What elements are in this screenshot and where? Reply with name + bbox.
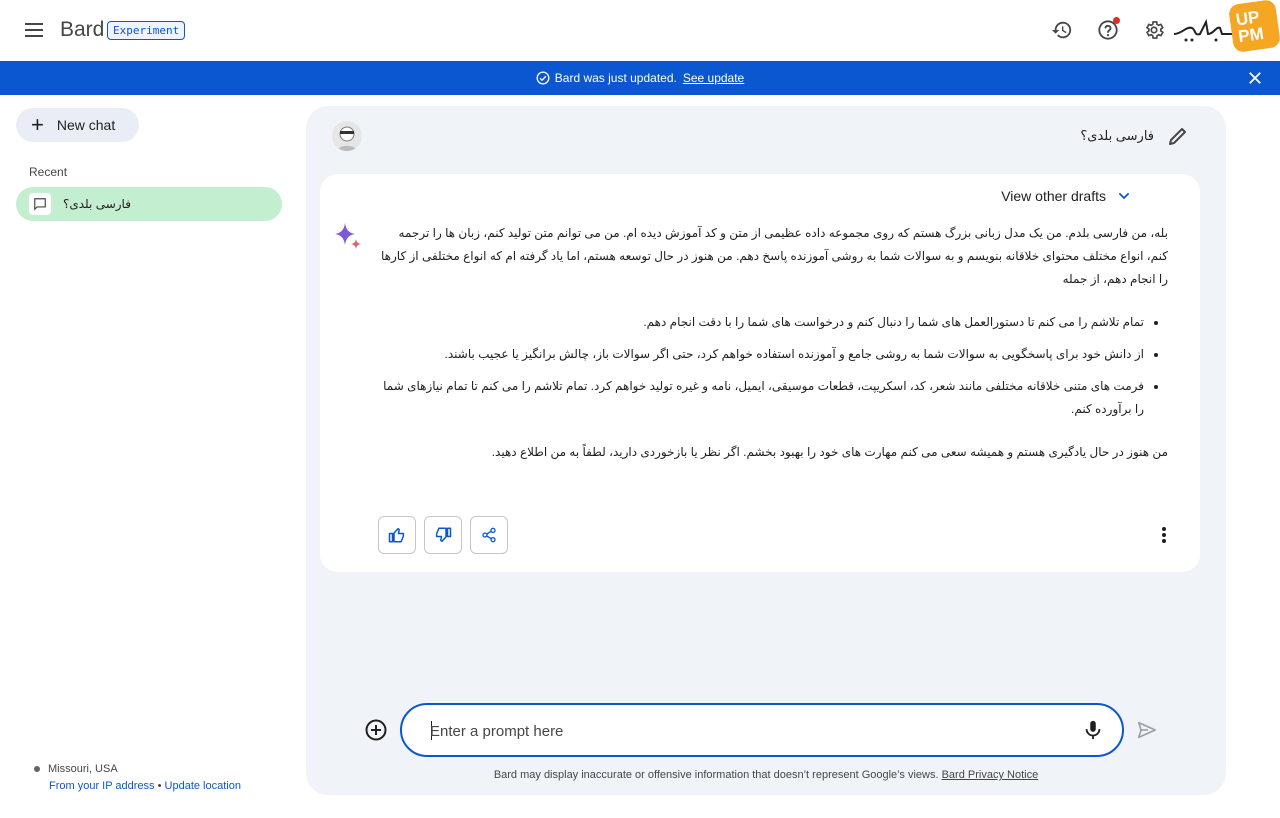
view-drafts-button[interactable]	[1001, 188, 1132, 204]
avatar	[332, 121, 362, 151]
send-icon[interactable]	[1136, 719, 1158, 741]
plus-icon: +	[31, 112, 44, 137]
response-closing: من هنوز در حال یادگیری هستم و همیشه سعی می کنم مهارت های خود را بهبود بخشم. اگر نظر یا بازخوردی دارید، لطفاً به من اطلاع دهید.	[491, 445, 1168, 459]
thumbs-up-button[interactable]	[378, 516, 416, 554]
more-options-icon[interactable]	[1152, 522, 1176, 548]
ip-address-link[interactable]: From your IP address	[49, 780, 155, 792]
new-chat-button[interactable]	[16, 108, 139, 142]
update-banner	[0, 61, 1280, 95]
user-query: فارسی بلدی؟	[1080, 128, 1154, 143]
disclaimer-text	[306, 769, 1226, 781]
thumbs-down-icon	[434, 526, 452, 544]
settings-icon[interactable]	[1141, 17, 1167, 43]
recent-chat-item[interactable]	[16, 187, 282, 221]
new-chat-label: New chat	[56, 117, 116, 133]
edit-icon[interactable]	[1166, 124, 1190, 148]
thumbs-up-icon	[388, 526, 406, 544]
response-text	[376, 222, 1168, 464]
location-separator: •	[154, 780, 165, 792]
bard-sparkle-icon	[334, 222, 362, 250]
update-location-link[interactable]: Update location	[164, 780, 241, 792]
chevron-down-icon	[1116, 188, 1132, 204]
recent-chat-label: فارسی بلدی؟	[63, 197, 131, 211]
see-update-link[interactable]: See update	[682, 71, 745, 85]
list-item: • فرمت های متنی خلاقانه مختلفی مانند شعر، کد، اسکریپت، قطعات موسیقی، ایمیل، نامه و غیره تولید خواهم کرد. تمام تلاشم را می کنم تا تمام نیازهای شما را برآورده کنم.	[376, 375, 1144, 421]
prompt-input[interactable]	[430, 720, 1050, 742]
response-card	[320, 174, 1200, 572]
experiment-badge: Experiment	[107, 21, 185, 40]
share-button[interactable]	[470, 516, 508, 554]
location-info	[34, 761, 241, 795]
list-item: • تمام تلاشم را می کنم تا دستورالعمل های شما را دنبال کنم و درخواست های شما را با دقت انجام دهم.	[376, 311, 1144, 334]
chat-icon	[29, 193, 51, 215]
history-icon[interactable]	[1049, 17, 1075, 43]
chat-panel	[306, 106, 1226, 795]
watermark-logo	[1172, 12, 1238, 48]
list-item: • از دانش خود برای پاسخگویی به سوالات شما به روشی جامع و آموزنده استفاده خواهم کرد، حتی اگر سوالات باز، چالش برانگیز یا عجیب باشند.	[376, 343, 1144, 366]
help-icon[interactable]	[1095, 17, 1121, 43]
view-drafts-label: View other drafts	[1001, 188, 1106, 204]
share-icon	[481, 527, 497, 543]
close-icon[interactable]	[1246, 69, 1264, 87]
location-dot-icon	[34, 766, 40, 772]
add-content-icon[interactable]	[364, 718, 388, 742]
prompt-box	[400, 703, 1124, 757]
up-pm-logo: UP PM	[1228, 0, 1280, 53]
brand-name: Bard	[60, 18, 105, 41]
disclaimer-message: Bard may display inaccurate or offensive information that doesn’t represent Google’s views.	[493, 769, 939, 781]
privacy-notice-link[interactable]: Bard Privacy Notice	[941, 769, 1039, 781]
sidebar	[0, 95, 298, 818]
top-bar	[0, 0, 1280, 61]
notification-dot	[1113, 17, 1120, 24]
menu-icon[interactable]	[20, 16, 48, 44]
check-circle-icon	[536, 71, 550, 85]
location-text: Missouri, USA	[48, 763, 118, 775]
response-list	[376, 311, 1144, 421]
recent-label: Recent	[29, 165, 68, 179]
response-intro: بله، من فارسی بلدم. من یک مدل زبانی بزرگ هستم که روی مجموعه داده عظیمی از متن و کد آموزش دیده ام. من می توانم متن تولید کنم، زبان ها را ترجمه کنم، انواع مختلف محتوای خلاقانه بنویسم و به سوالات شما به روشی آموزنده پاسخ دهم. من هنوز در حال توسعه هستم، اما یاد گرفته ام که انواع مختلفی از کارها را انجام دهم، از جمله	[381, 226, 1168, 286]
microphone-icon[interactable]	[1082, 719, 1104, 741]
thumbs-down-button[interactable]	[424, 516, 462, 554]
banner-message: Bard was just updated.	[554, 71, 677, 85]
